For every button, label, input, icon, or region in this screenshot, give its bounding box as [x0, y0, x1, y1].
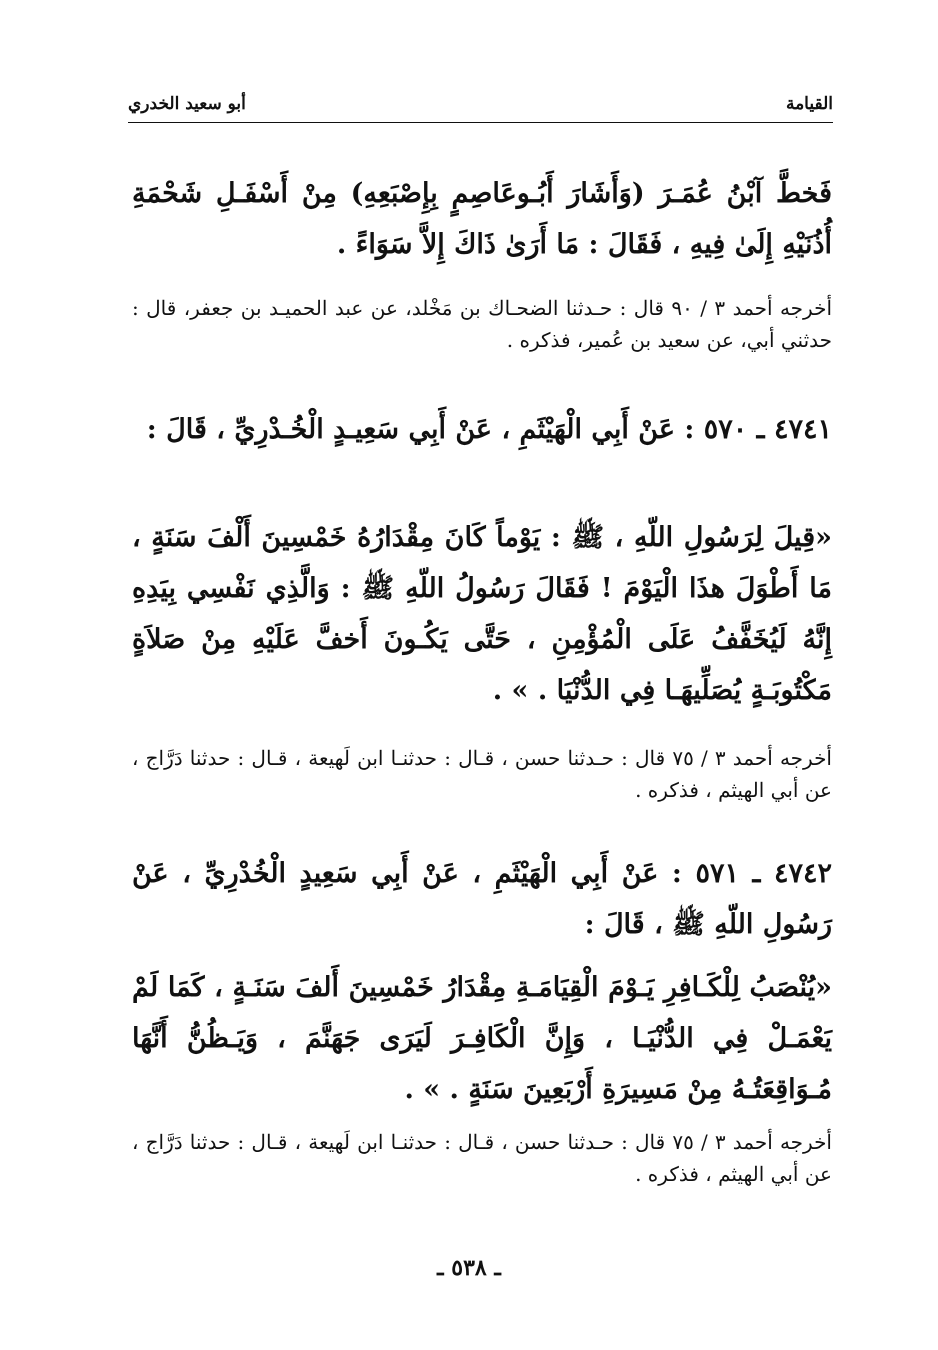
- chapter-title: القيامة: [785, 94, 833, 114]
- hadith-4742-isnad: ٤٧٤٢ ـ ٥٧١ : عَنْ أَبِي الْهَيْثَمِ ، عَنْ أَبِي سَعِيدٍ الْخُدْرِيِّ ، عَنْ رَسُولِ اللّهِ ﷺ ، قَالَ :: [132, 858, 833, 940]
- header-rule: [128, 122, 833, 123]
- hadith-4741-isnad: ٤٧٤١ ـ ٥٧٠ : عَنْ أَبِي الْهَيْثَمِ ، عَنْ أَبِي سَعِيـدٍ الْخُـدْرِيِّ ، قَالَ :: [146, 414, 832, 445]
- page-number: ـ ٥٣٨ ـ: [437, 1255, 501, 1281]
- section-title: أبو سعيد الخدري: [128, 94, 246, 114]
- hadith-ending-text: فَخطَّ آبْنُ عُمَـرَ (وَأَشَارَ أَبُـوعَاصِمٍ بِإِصْبَعِهِ) مِنْ أَسْفَـلِ شَحْمَةِ أُذُنَيْهِ إِلَىٰ فِيهِ ، فَقَالَ : مَا أَرَىٰ ذَاكَ إِلاَّ سَوَاءً .: [132, 178, 832, 260]
- takhrij-note: أخرجه أحمد ٣ / ٧٥ قال : حـدثنا حسن ، قـال : حدثنـا ابن لَهيعة ، قـال : حدثنا دَرَّاج ، عن أبي الهيثم ، فذكره .: [132, 1130, 832, 1186]
- takhrij-note: أخرجه أحمد ٣ / ٩٠ قال : حـدثنا الضحـاك بن مَخْلد، عن عبد الحميـد بن جعفر، قال : حدثني أبي، عن سعيد بن عُمير، فذكره .: [132, 296, 832, 352]
- running-header: [128, 86, 833, 126]
- takhrij-note: أخرجه أحمد ٣ / ٧٥ قال : حـدثنا حسن ، قـال : حدثنـا ابن لَهيعة ، قـال : حدثنا دَرَّاج ، عن أبي الهيثم ، فذكره .: [132, 746, 832, 802]
- hadith-4741-text: «قِيلَ لِرَسُولِ اللّهِ ، ﷺ : يَوْماً كَانَ مِقْدَارُهُ خَمْسِينَ أَلْفَ سَنَةٍ ، مَا أَطْوَلَ هذَا الْيَوْمَ ! فَقَالَ رَسُولُ اللّهِ ﷺ : وَالَّذِي نَفْسِي بِيَدِهِ إِنَّهُ لَيُخَفَّفُ عَلَى الْمُؤْمِنِ ، حَتَّى يَكُـونَ أَخفَّ عَلَيْهِ مِنْ صَلاَةٍ مَكْتُوبَـةٍ يُصَلِّيهَـا فِي الدُّنْيَا . » .: [132, 522, 832, 706]
- hadith-4742-text: «يُنْصَبُ لِلْكَـافِرِ يَـوْمَ الْقِيَامَـةِ مِقْدَارُ خَمْسِينَ أَلفَ سَنَـةٍ ، كَمَا لَمْ يَعْمَـلْ فِي الدُّنْيَـا ، وَإِنَّ الْكَافِـرَ لَيَرَى جَهَنَّمَ ، وَيَـظُنُّ أَنَّهَا مُـوَاقِعَتُـهُ مِنْ مَسِيرَةِ أَرْبَعِينَ سَنَةٍ . » .: [132, 972, 832, 1105]
